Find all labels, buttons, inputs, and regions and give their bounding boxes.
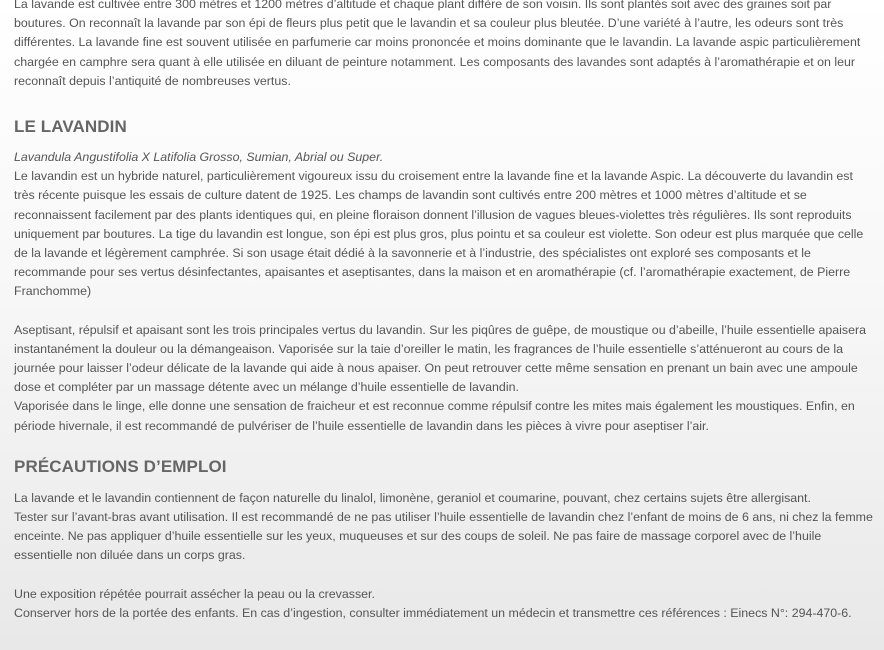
precautions-paragraph-3: Une exposition répétée pourrait assécher la peau ou la crevasser. (14, 586, 375, 601)
spacer (14, 302, 876, 321)
lavandin-heading: LE LAVANDIN (14, 117, 127, 137)
lavandin-paragraph-2: Aseptisant, répulsif et apaisant sont les trois principales vertus du lavandin. Sur les piqûres de guêpe, de moustique ou d’abeille, l’huile essentielle apaisera instantanément la douleur ou la démangeaison. Vaporisée sur la taie d’oreiller le matin, les fragrances de l’huile essentielle s’atténueront au cours de la journée pour laisser l’odeur délicate de la lavande qui aide à nous apaiser. On peut retrouver cette même sensation en prenant un bain avec une ampoule dose et compléter par un massage détente avec un mélange d’huile essentielle de lavandin. (14, 322, 867, 395)
precautions-heading: PRÉCAUTIONS D’EMPLOI (14, 456, 227, 476)
intro-paragraph: La lavande est cultivée entre 300 mètres et 1200 mètres d’altitude et chaque plant diffère de son voisin. Ils sont plantés soit avec des graines soit par boutures. On reconnaît la lavande par son épi de fleurs plus petit que le lavandin et sa couleur plus bleutée. D’une variété à l’autre, les odeurs sont très différentes. La lavande fine est souvent utilisée en parfumerie car moins prononcée et moins dominante que le lavandin. La lavande aspic particulièrement chargée en camphre sera quant à elle utilisée en diluant de peinture notamment. Les composants des lavandes sont adaptés à l’aromathérapie et on leur reconnaît depuis l’antiquité de nombreuses vertus. (14, 0, 861, 88)
lavandin-paragraph-1: Le lavandin est un hybride naturel, particulièrement vigoureux issu du croisement entre la lavande fine et la lavande Aspic. La découverte du lavandin est très récente puisque les essais de culture datent de 1925. Les champs de lavandin sont cultivés entre 200 mètres et 1000 mètres d’altitude et se reconnaissent facilement par des plants identiques qui, en pleine floraison donnent l’illusion de vagues bleues-violettes très régulières. Ils sont reproduits uniquement par boutures. La tige du lavandin est longue, son épi est plus gros, plus pointu et sa couleur est violette. Son odeur est plus marquée que celle de la lavande et légèrement camphrée. Si son usage était dédié à la savonnerie et à l’industrie, des spécialistes ont exploré ses composants et le recommande pour ses vertus désinfectantes, apaisantes et aseptisantes, dans la maison et en aromathérapie (cf. l’aromathérapie exactement, de Pierre Franchomme) (14, 169, 864, 299)
lavandin-paragraph-3: Vaporisée dans le linge, elle donne une sensation de fraicheur et est reconnue comme répulsif contre les mites mais également les moustiques. Enfin, en période hivernale, il est recommandé de pulvériser de l’huile essentielle de lavandin dans les pièces à vivre pour aseptiser l’air. (14, 399, 855, 433)
spacer (14, 566, 876, 585)
precautions-paragraph-4: Conserver hors de la portée des enfants. En cas d’ingestion, consulter immédiatement un médecin et transmettre ces références : Einecs N°: 294-470-6. (14, 605, 852, 620)
precautions-paragraph-1: La lavande et le lavandin contiennent de façon naturelle du linalol, limonène, geraniol et coumarine, pouvant, chez certains sujets être allergisant. (14, 490, 811, 505)
article-content (14, 0, 876, 623)
precautions-paragraph-2: Tester sur l’avant-bras avant utilisation. Il est recommandé de ne pas utiliser l’huile essentielle de lavandin chez l’enfant de moins de 6 ans, ni chez la femme enceinte. Ne pas appliquer d’huile essentielle sur les yeux, muqueuses et sur des coups de soleil. Ne pas faire de massage corporel avec de l’huile essentielle non diluée dans un corps gras. (14, 510, 873, 563)
lavandin-latin-name: Lavandula Angustifolia X Latifolia Grosso, Sumian, Abrial ou Super. (14, 150, 384, 165)
